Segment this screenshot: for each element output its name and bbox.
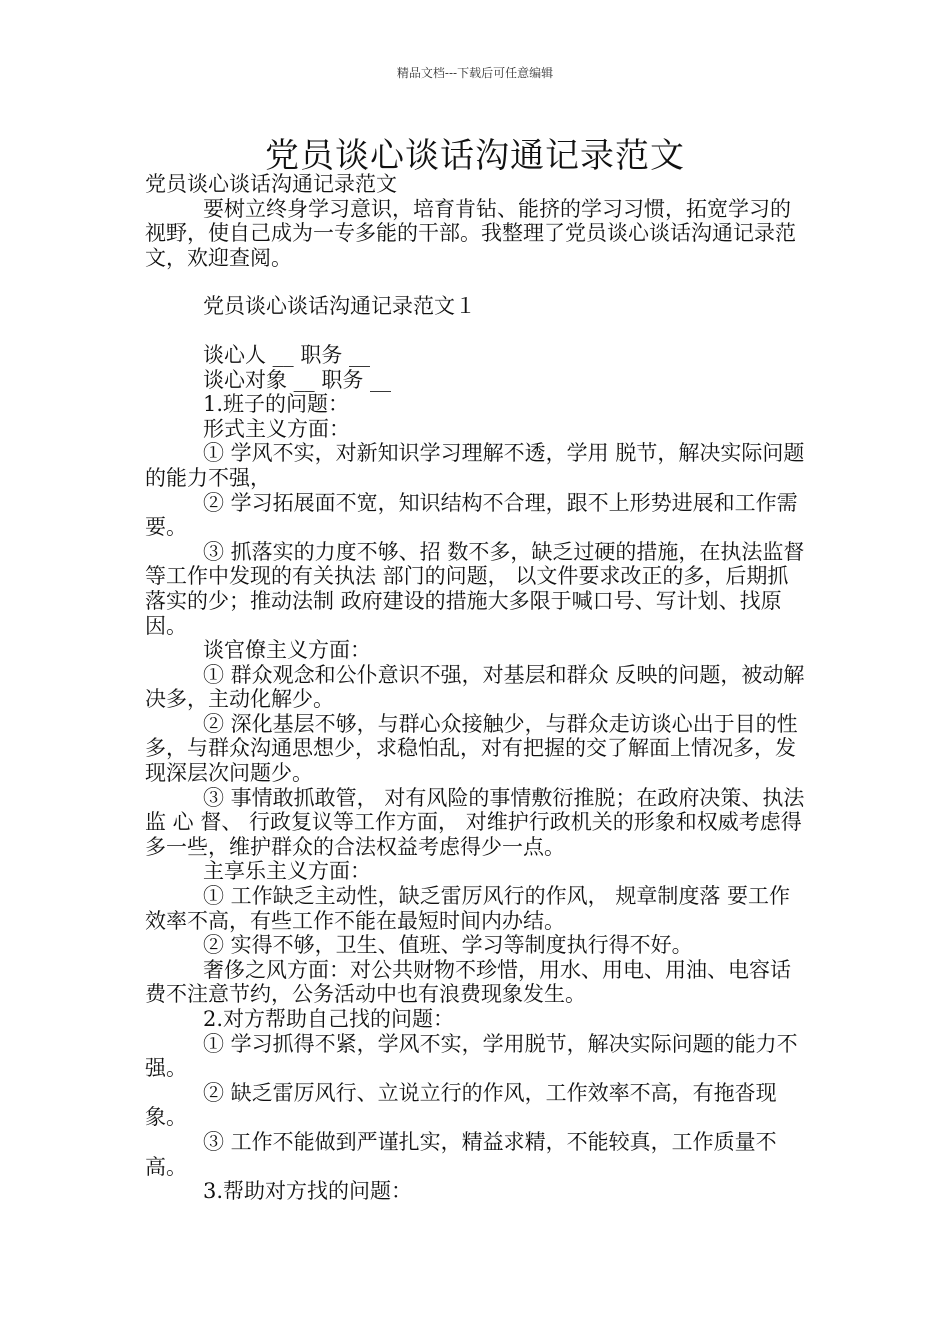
paragraph: 主享乐主义方面： (203, 859, 371, 884)
document-title: 党员谈心谈话沟通记录范文 (265, 136, 685, 176)
paragraph-spacer (145, 270, 809, 294)
paragraph: 2.对方帮助自己找的问题： (203, 1007, 455, 1031)
paragraph: 谈心对象 __ 职务 __ (203, 367, 392, 392)
paragraph: 1.班子的问题： (203, 392, 350, 417)
paragraph: ③ 工作不能做到严谨扎实，精益求精，不能较真，工作质量不高。 (145, 1129, 777, 1179)
paragraph: 形式主义方面： (203, 416, 350, 441)
paragraph: 要树立终身学习意识，培育肯钻、能挤的学习习惯，拓宽学习的视野，使自己成为一专多能的干部。我整理了党员谈心谈话沟通记录范文，欢迎查阅。 (145, 196, 796, 270)
paragraph: ② 实得不够，卫生、值班、学习等制度执行得不好。 (203, 933, 693, 958)
paragraph: ③ 事情敢抓敢管， 对有风险的事情敷衍推脱；在政府决策、执法监 心 督、 行政复议等工作方面， 对维护行政机关的形象和权威考虑得 多一些，维护群众的合法权益考虑得少一点。 (145, 785, 805, 859)
paragraph: ① 学习抓得不紧，学风不实，学用脱节，解决实际问题的能力不强。 (145, 1031, 798, 1081)
paragraph: ① 工作缺乏主动性，缺乏雷厉风行的作风， 规章制度落 要工作效率不高，有些工作不能在最短时间内办结。 (145, 884, 791, 933)
paragraph: 谈官僚主义方面： (203, 638, 371, 663)
page-header: 精品文档---下载后可任意编辑 (396, 66, 554, 80)
paragraph: ② 缺乏雷厉风行、立说立行的作风，工作效率不高，有拖沓现象。 (145, 1080, 777, 1130)
paragraph-spacer (145, 319, 809, 343)
paragraph: 党员谈心谈话沟通记录范文 (145, 172, 397, 196)
paragraph: 谈心人 __ 职务 __ (203, 342, 371, 367)
paragraph: ① 群众观念和公仆意识不强，对基层和群众 反映的问题，被动解决多，主动化解少。 (145, 662, 805, 712)
paragraph: ② 学习拓展面不宽，知识结构不合理，跟不上形势进展和工作需要。 (145, 490, 798, 540)
paragraph: 奢侈之风方面：对公共财物不珍惜，用水、用电、用油、电容话费不注意节约，公务活动中也有浪费现象发生。 (145, 957, 791, 1007)
paragraph: ① 学风不实，对新知识学习理解不透，学用 脱节，解决实际问题的能力不强， (145, 441, 805, 490)
paragraph: 3.帮助对方找的问题： (203, 1179, 413, 1204)
paragraph: 党员谈心谈话沟通记录范文１ (203, 294, 476, 319)
paragraph: ② 深化基层不够，与群心众接触少，与群众走访谈心出于目的性多，与群众沟通思想少，求稳怕乱，对有把握的交了解面上情况多，发现深层次问题少。 (145, 711, 798, 786)
paragraph: ③ 抓落实的力度不够、招 数不多，缺乏过硬的措施，在执法监督等工作中发现的有关执法 部门的问题， 以文件要求改正的多，后期抓落实的少；推动法制 政府建设的措施大多限于喊口号、写计划、找原因。 (145, 539, 805, 638)
document-body (145, 172, 809, 1204)
